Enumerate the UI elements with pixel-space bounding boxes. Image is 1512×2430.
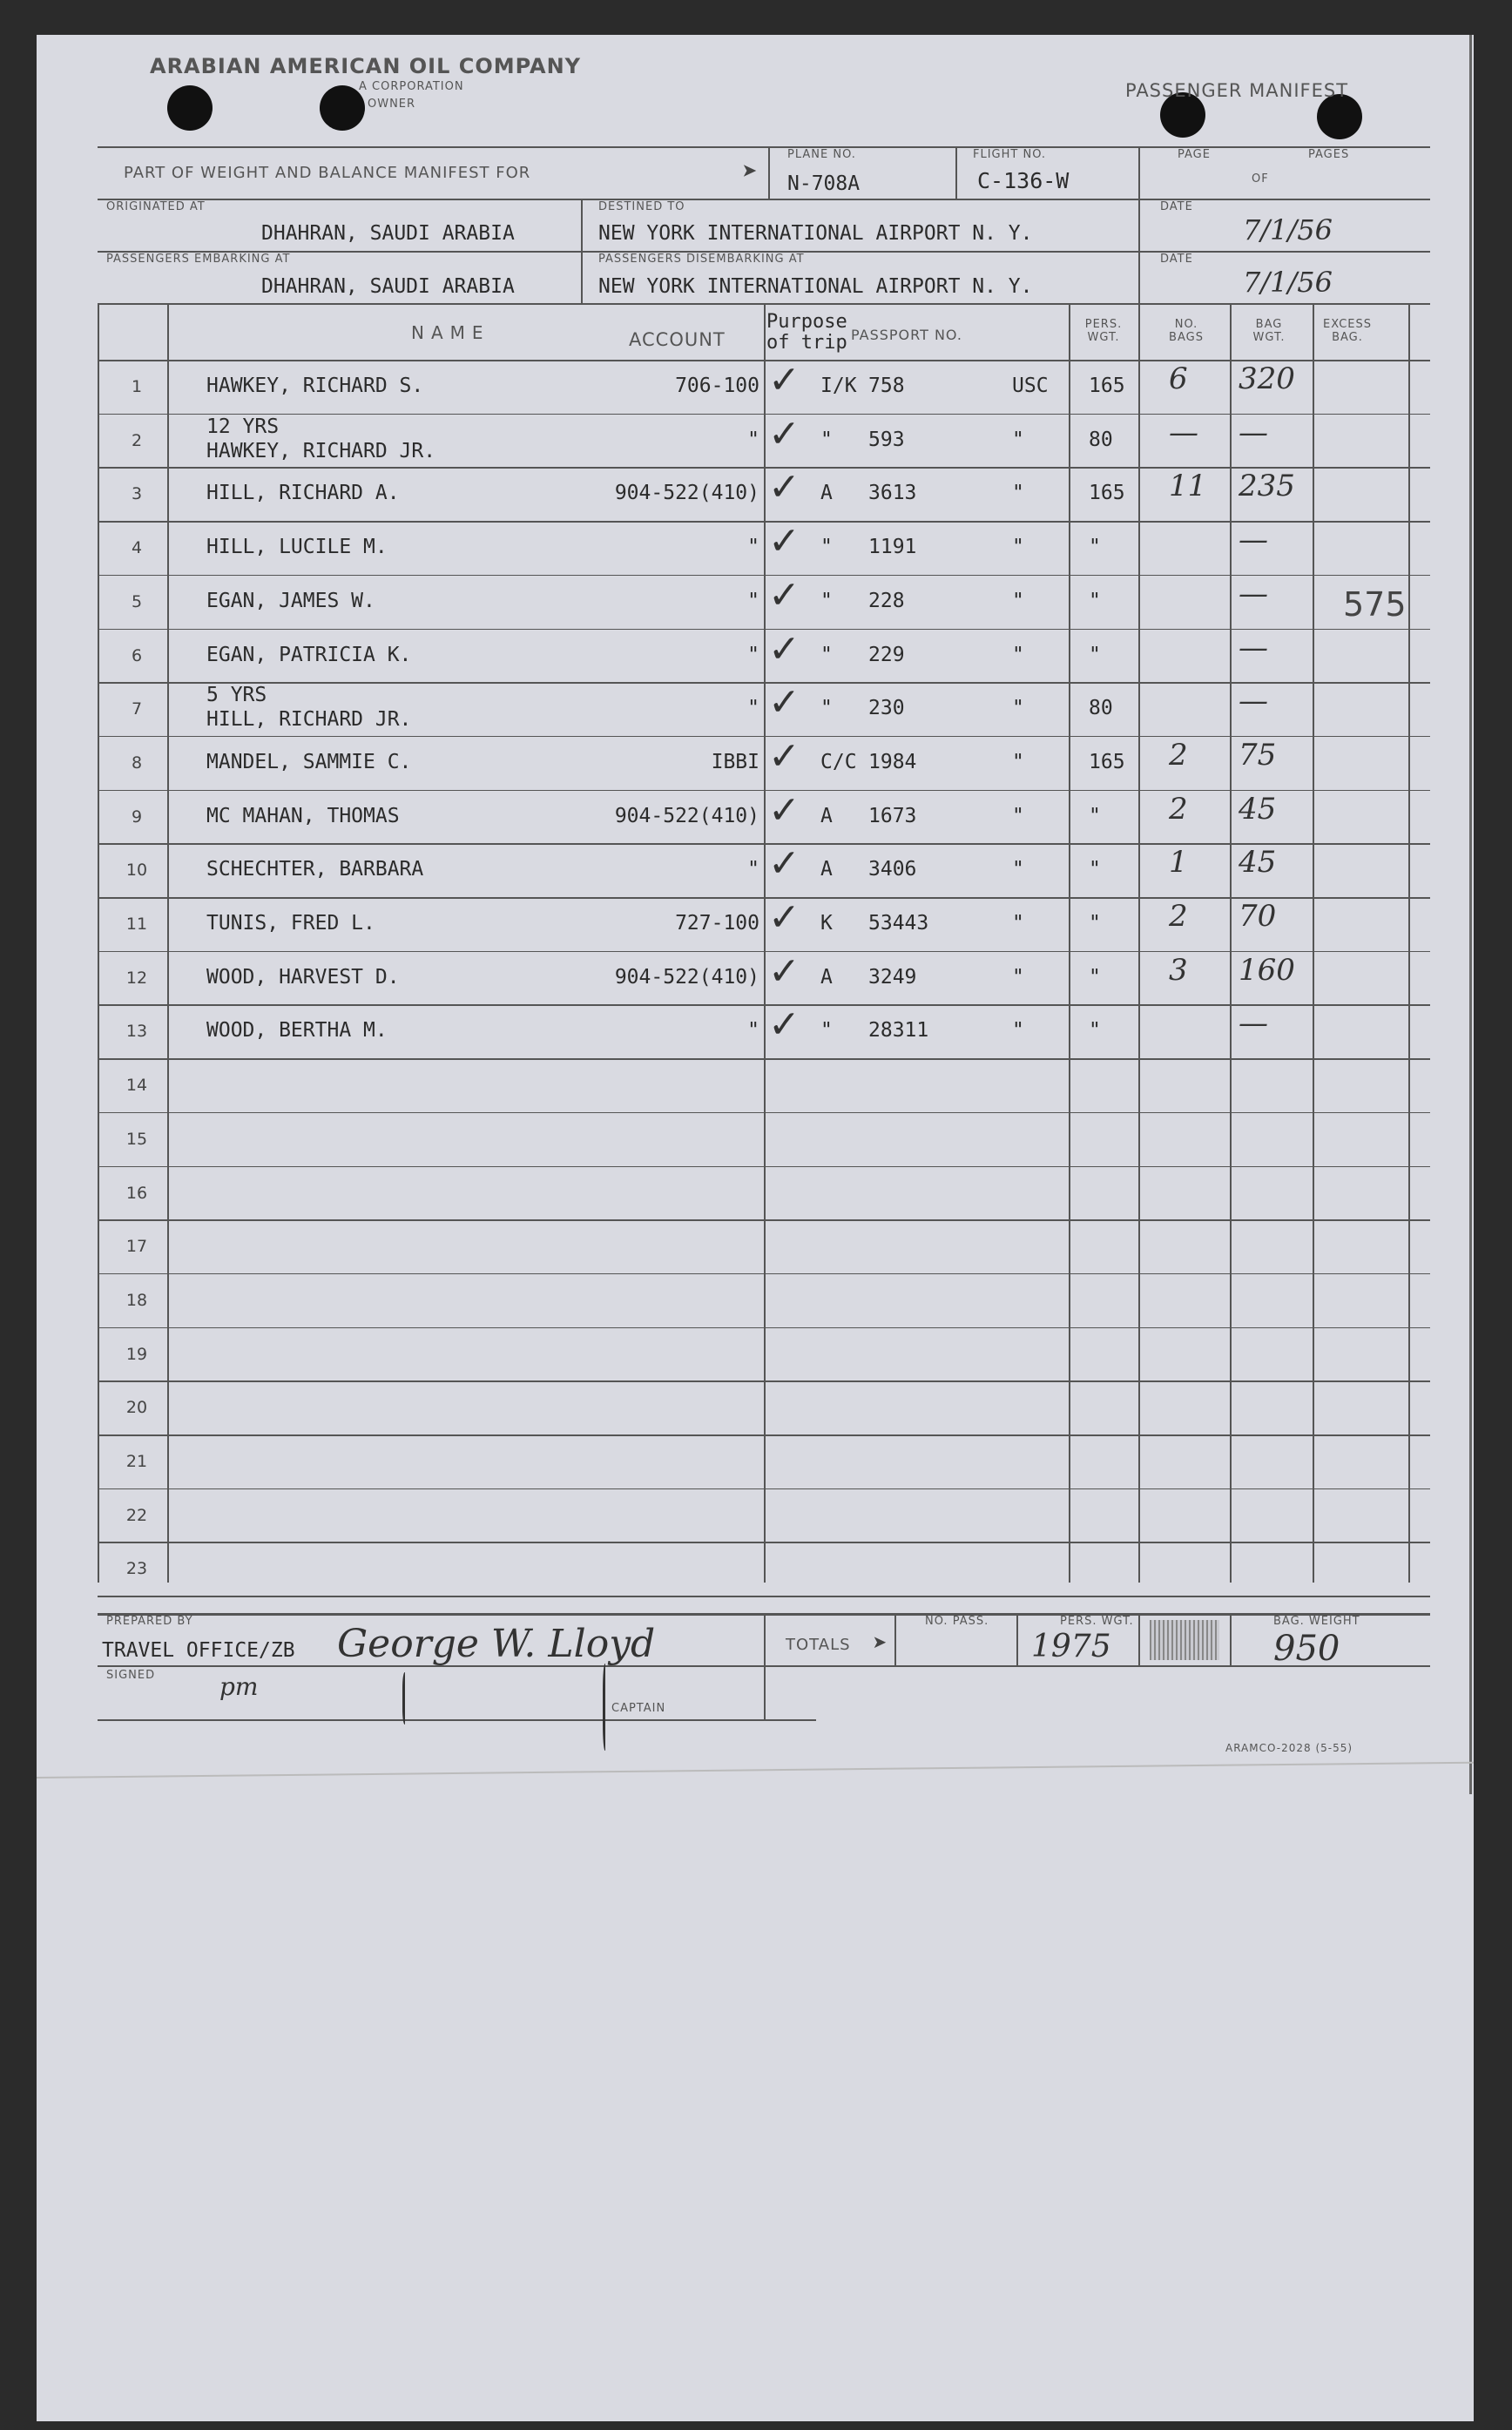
passenger-name: EGAN, JAMES W. [206,589,375,612]
purpose: " [820,536,833,559]
check-mark: ✓ [768,358,800,402]
bag-wgt: 45 [1239,845,1277,881]
pers-wgt: " [1089,1019,1101,1043]
row-number: 23 [125,1559,148,1579]
passenger-name: EGAN, PATRICIA K. [206,643,412,666]
destined-value: NEW YORK INTERNATIONAL AIRPORT N. Y. [598,222,1033,245]
row-number: 6 [131,645,143,665]
bag-wgt: 320 [1239,361,1295,396]
row-number: 7 [131,699,143,719]
passport-no: 758 [868,375,905,397]
bag-wgt: — [1239,684,1268,719]
excess-note: 575 [1343,585,1407,624]
bag-weight-total: 950 [1273,1629,1340,1669]
row-number: 12 [125,968,148,988]
passenger-name: WOOD, HARVEST D. [206,965,400,989]
nationality: " [1012,965,1024,989]
passport-no: 3249 [868,965,917,989]
account: " [747,697,759,720]
form-title: PASSENGER MANIFEST [1125,80,1349,101]
nationality: " [1012,912,1024,935]
row-number: 16 [125,1183,148,1203]
purpose: A [820,482,833,505]
grid-row-line [98,951,1430,953]
flight-no: C-136-W [977,168,1070,193]
no-bags: — [1169,415,1198,450]
no-pass-label: NO. PASS. [925,1615,989,1628]
passenger-name: SCHECHTER, BARBARA [206,858,424,881]
purpose: A [820,804,833,827]
row-number: 20 [125,1398,148,1418]
pages-label: PAGES [1308,148,1350,161]
date-label-1: DATE [1160,200,1193,213]
company-name: ARABIAN AMERICAN OIL COMPANY [150,54,582,78]
disembarking-value: NEW YORK INTERNATIONAL AIRPORT N. Y. [598,275,1033,298]
passport-no: 28311 [868,1019,929,1043]
grid-row-line [98,1434,1430,1436]
row-number: 15 [125,1129,148,1149]
passenger-name: MANDEL, SAMMIE C. [206,750,412,773]
nationality: " [1012,858,1024,881]
bag-wgt: — [1239,630,1268,665]
grid-col-line [1313,303,1314,1583]
passport-no: 1673 [868,804,917,827]
account: 727-100 [675,912,759,935]
bag-wgt: 235 [1239,469,1295,504]
nationality: " [1012,536,1024,559]
row-number: 10 [125,861,148,881]
company-sub2: OWNER [368,98,416,111]
grid-row-line [98,790,1430,792]
grid-row-line [98,1004,1430,1006]
row-number: 1 [131,377,143,396]
grid-col-line [764,303,766,1583]
row-number: 22 [125,1505,148,1525]
check-mark: ✓ [768,895,800,940]
row-number: 11 [125,915,148,934]
passenger-name: HILL, RICHARD A. [206,482,400,505]
row-number: 3 [131,484,143,504]
totals-label: TOTALS [786,1636,851,1654]
embarking-label: PASSENGERS EMBARKING AT [106,253,291,266]
row-number: 4 [131,538,143,558]
disembarking-label: PASSENGERS DISEMBARKING AT [598,253,805,266]
purpose: I/K [820,375,857,397]
col-purpose: Purpose of trip [766,311,847,354]
no-bags: 2 [1169,791,1188,827]
no-bags: 2 [1169,899,1188,934]
nationality: " [1012,428,1024,451]
check-mark: ✓ [768,1002,800,1048]
embarking-value: DHAHRAN, SAUDI ARABIA [261,275,515,298]
nationality: " [1012,750,1024,773]
no-bags: 6 [1169,361,1188,396]
pers-wgt: " [1089,589,1101,612]
row-number: 18 [125,1290,148,1310]
passport-no: 1984 [868,750,917,773]
purpose: " [820,643,833,666]
prepared-signature: George W. Lloyd [337,1622,656,1666]
check-mark: ✓ [768,680,800,726]
check-mark: ✓ [768,572,800,618]
grid-col-line [1138,303,1140,1583]
account: " [747,428,759,451]
account: 904-522(410) [614,482,759,505]
col-excess: EXCESS BAG. [1323,318,1372,344]
passenger-name: HAWKEY, RICHARD S. [206,375,424,397]
bag-count-box [1150,1620,1219,1660]
grid-row-line [98,1542,1430,1543]
grid-row-line [98,1166,1430,1168]
check-mark: ✓ [768,465,800,510]
grid-row-line [98,629,1430,631]
pers-wgt-label: PERS. WGT. [1060,1615,1134,1628]
bag-wgt: 45 [1239,791,1277,827]
prepared-label: PREPARED BY [106,1615,193,1628]
destined-label: DESTINED TO [598,200,685,213]
manifest-page [37,35,1474,2421]
passport-no: 229 [868,643,905,666]
account: " [747,536,759,559]
pers-wgt: 80 [1089,428,1113,451]
no-bags: 1 [1169,845,1188,881]
account: " [747,643,759,666]
passenger-name: HAWKEY, RICHARD JR. [206,439,436,462]
row-number: 9 [131,807,143,827]
signed-label: SIGNED [106,1669,156,1682]
date-value-1: 7/1/56 [1243,213,1333,246]
pers-wgt: " [1089,804,1101,827]
no-bags: 11 [1169,469,1207,504]
col-passport: PASSPORT NO. [851,327,962,343]
pers-wgt: " [1089,912,1101,935]
prepared-by: TRAVEL OFFICE/ZB [102,1639,295,1662]
nationality: " [1012,482,1024,505]
pers-wgt: 165 [1089,482,1125,505]
bag-wgt: 75 [1239,737,1277,773]
date-value-2: 7/1/56 [1243,266,1333,299]
nationality: " [1012,1019,1024,1043]
grid-col-line [167,303,169,1583]
account: 706-100 [675,375,759,397]
signature-stroke-2 [603,1664,611,1751]
col-pers-wgt: PERS. WGT. [1084,318,1123,344]
captain-label: CAPTAIN [611,1702,666,1715]
grid-row-line [98,682,1430,684]
signature-stroke-1 [402,1672,410,1725]
account: 904-522(410) [614,804,759,827]
totals-arrow-icon: ➤ [873,1629,888,1657]
originated-label: ORIGINATED AT [106,200,206,213]
grid-row-line [98,414,1430,415]
nationality: " [1012,589,1024,612]
pers-wgt: " [1089,643,1101,666]
bag-weight-label: BAG. WEIGHT [1273,1615,1360,1628]
nationality: " [1012,697,1024,720]
passenger-name: HILL, LUCILE M. [206,536,388,559]
row-number: 2 [131,430,143,450]
part-of-label: PART OF WEIGHT AND BALANCE MANIFEST FOR [124,164,531,182]
pers-wgt: 165 [1089,375,1125,397]
col-bag-wgt: BAG WGT. [1252,318,1286,344]
grid-row-line [98,1488,1430,1490]
row-number: 17 [125,1237,148,1257]
grid-col-line [1069,303,1070,1583]
date-label-2: DATE [1160,253,1193,266]
account: IBBI [711,750,759,773]
passport-no: 3406 [868,858,917,881]
bag-wgt: 160 [1239,952,1295,988]
passport-no: 1191 [868,536,917,559]
row-number: 19 [125,1344,148,1364]
no-bags: 2 [1169,737,1188,773]
passport-no: 230 [868,697,905,720]
check-mark: ✓ [768,519,800,564]
row-age-note: 5 YRS [206,684,267,707]
grid-row-line [98,1273,1430,1275]
passport-no: 228 [868,589,905,612]
purpose: " [820,589,833,612]
passport-no: 53443 [868,912,929,935]
purpose: " [820,697,833,720]
punch-hole-left [167,85,213,131]
bag-wgt: 70 [1239,899,1277,934]
purpose: K [820,912,833,935]
purpose: " [820,428,833,451]
page-label: PAGE [1178,148,1211,161]
arrow-right-icon: ➤ [742,157,759,187]
flight-no-label: FLIGHT NO. [973,148,1047,161]
pers-wgt: " [1089,858,1101,881]
originated-value: DHAHRAN, SAUDI ARABIA [261,222,515,245]
row-number: 8 [131,753,143,773]
row-age-note: 12 YRS [206,415,280,438]
plane-no-label: PLANE NO. [787,148,856,161]
of-label: OF [1252,172,1269,186]
col-no-bags: NO. BAGS [1169,318,1204,344]
passport-no: 3613 [868,482,917,505]
company-sub1: A CORPORATION [359,80,464,93]
grid-row-line [98,1112,1430,1114]
grid-row-line [98,575,1430,577]
check-mark: ✓ [768,841,800,887]
grid-row-line [98,1596,1430,1597]
grid-row-line [98,1058,1430,1060]
purpose: A [820,858,833,881]
bag-wgt: — [1239,523,1268,558]
account: 904-522(410) [614,965,759,989]
grid-row-line [98,843,1430,845]
pers-wgt-total: 1975 [1031,1629,1111,1664]
check-mark: ✓ [768,733,800,779]
col-name: NAME [411,322,490,343]
bag-wgt: — [1239,576,1268,611]
passport-no: 593 [868,428,905,451]
check-mark: ✓ [768,411,800,456]
grid-row-line [98,360,1430,361]
nationality: USC [1012,375,1049,397]
grid-row-line [98,1327,1430,1329]
row-number: 5 [131,591,143,611]
nationality: " [1012,804,1024,827]
grid-col-line [98,303,99,1583]
account: " [747,589,759,612]
row-number: 14 [125,1076,148,1096]
passenger-name: MC MAHAN, THOMAS [206,804,400,827]
purpose: C/C [820,750,857,773]
form-code: ARAMCO-2028 (5-55) [1225,1742,1353,1754]
grid-col-line [1230,303,1232,1583]
purpose: " [820,1019,833,1043]
grid-row-line [98,897,1430,899]
bag-wgt: — [1239,415,1268,450]
row-number: 13 [125,1022,148,1042]
signed-initials: pm [219,1672,259,1701]
account: " [747,858,759,881]
pers-wgt: " [1089,536,1101,559]
purpose: A [820,965,833,989]
plane-no: N-708A [787,172,861,195]
no-bags: 3 [1169,952,1188,988]
grid-col-line [1408,303,1410,1583]
col-account: ACCOUNT [629,329,726,350]
grid-row-line [98,467,1430,469]
account: " [747,1019,759,1043]
check-mark: ✓ [768,626,800,672]
pers-wgt: " [1089,965,1101,989]
row-number: 21 [125,1452,148,1471]
pers-wgt: 80 [1089,697,1113,720]
grid-row-line [98,1380,1430,1382]
grid-row-line [98,736,1430,738]
grid-row-line [98,1219,1430,1221]
pers-wgt: 165 [1089,750,1125,773]
passenger-name: WOOD, BERTHA M. [206,1019,388,1043]
check-mark: ✓ [768,948,800,994]
bag-wgt: — [1239,1006,1268,1042]
passenger-name: HILL, RICHARD JR. [206,708,412,732]
check-mark: ✓ [768,787,800,833]
grid-row-line [98,521,1430,523]
nationality: " [1012,643,1024,666]
passenger-name: TUNIS, FRED L. [206,912,375,935]
